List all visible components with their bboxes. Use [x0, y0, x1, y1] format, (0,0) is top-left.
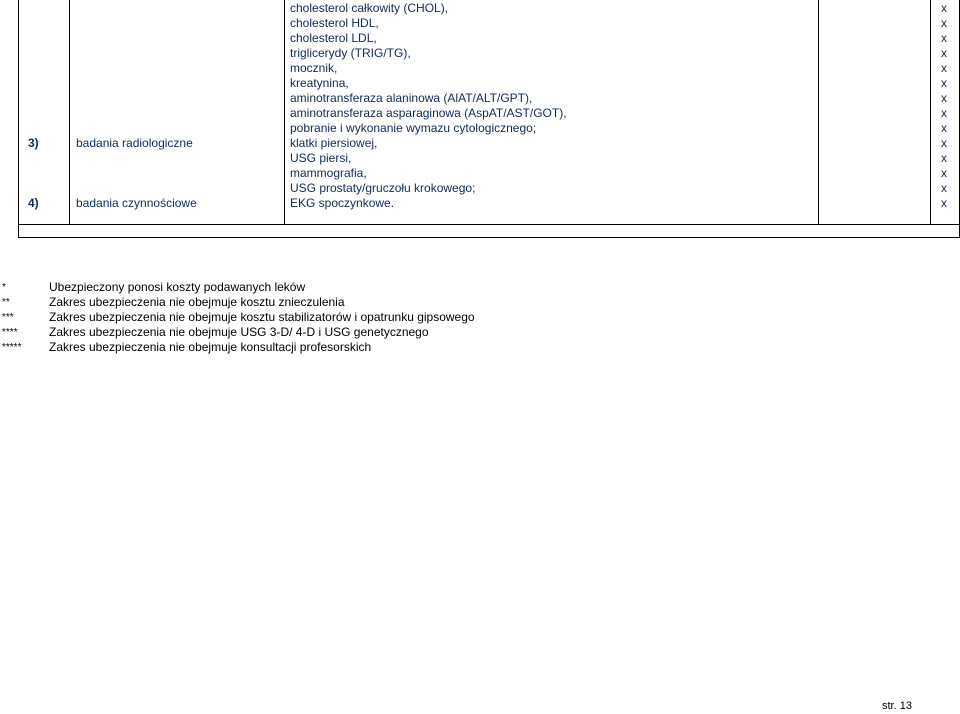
table-divider: [69, 0, 70, 224]
row-number: 4): [28, 196, 39, 210]
service-item: klatki piersiowej,: [290, 136, 378, 150]
coverage-mark: x: [941, 151, 947, 165]
footnote-text: Zakres ubezpieczenia nie obejmuje konsultacji profesorskich: [49, 340, 372, 354]
footnote-mark: *****: [2, 342, 22, 353]
coverage-mark: x: [941, 196, 947, 210]
service-item: aminotransferaza alaninowa (AlAT/ALT/GPT),: [290, 91, 533, 105]
footnote-mark: *: [2, 282, 6, 293]
table-divider: [19, 224, 959, 225]
table-divider: [818, 0, 819, 224]
service-item: cholesterol całkowity (CHOL),: [290, 1, 449, 15]
row-number: 3): [28, 136, 39, 150]
coverage-mark: x: [941, 136, 947, 150]
footnote-text: Zakres ubezpieczenia nie obejmuje kosztu stabilizatorów i opatrunku gipsowego: [49, 310, 475, 324]
coverage-mark: x: [941, 31, 947, 45]
service-item: USG piersi,: [290, 151, 352, 165]
footnote-text: Zakres ubezpieczenia nie obejmuje USG 3-D/ 4-D i USG genetycznego: [49, 325, 429, 339]
service-item: EKG spoczynkowe.: [290, 196, 395, 210]
coverage-mark: x: [941, 121, 947, 135]
service-item: cholesterol LDL,: [290, 31, 377, 45]
footnote-text: Ubezpieczony ponosi koszty podawanych leków: [49, 280, 306, 294]
category-label: badania czynnościowe: [76, 196, 197, 210]
coverage-mark: x: [941, 181, 947, 195]
coverage-mark: x: [941, 16, 947, 30]
coverage-mark: x: [941, 106, 947, 120]
table-divider: [930, 0, 931, 224]
coverage-mark: x: [941, 1, 947, 15]
service-item: USG prostaty/gruczołu krokowego;: [290, 181, 476, 195]
service-item: aminotransferaza asparaginowa (AspAT/AST/GOT),: [290, 106, 567, 120]
coverage-mark: x: [941, 76, 947, 90]
coverage-mark: x: [941, 166, 947, 180]
page-number: str. 13: [882, 700, 912, 712]
table-divider: [284, 0, 285, 224]
coverage-mark: x: [941, 46, 947, 60]
services-table: [18, 0, 960, 238]
footnote-mark: **: [2, 297, 10, 308]
service-item: mammografia,: [290, 166, 367, 180]
footnote-mark: ***: [2, 312, 14, 323]
coverage-mark: x: [941, 91, 947, 105]
service-item: kreatynina,: [290, 76, 349, 90]
category-label: badania radiologiczne: [76, 136, 193, 150]
service-item: mocznik,: [290, 61, 338, 75]
service-item: triglicerydy (TRIG/TG),: [290, 46, 411, 60]
service-item: pobranie i wykonanie wymazu cytologicznego;: [290, 121, 537, 135]
coverage-mark: x: [941, 61, 947, 75]
footnote-text: Zakres ubezpieczenia nie obejmuje kosztu znieczulenia: [49, 295, 345, 309]
service-item: cholesterol HDL,: [290, 16, 379, 30]
footnote-mark: ****: [2, 327, 18, 338]
